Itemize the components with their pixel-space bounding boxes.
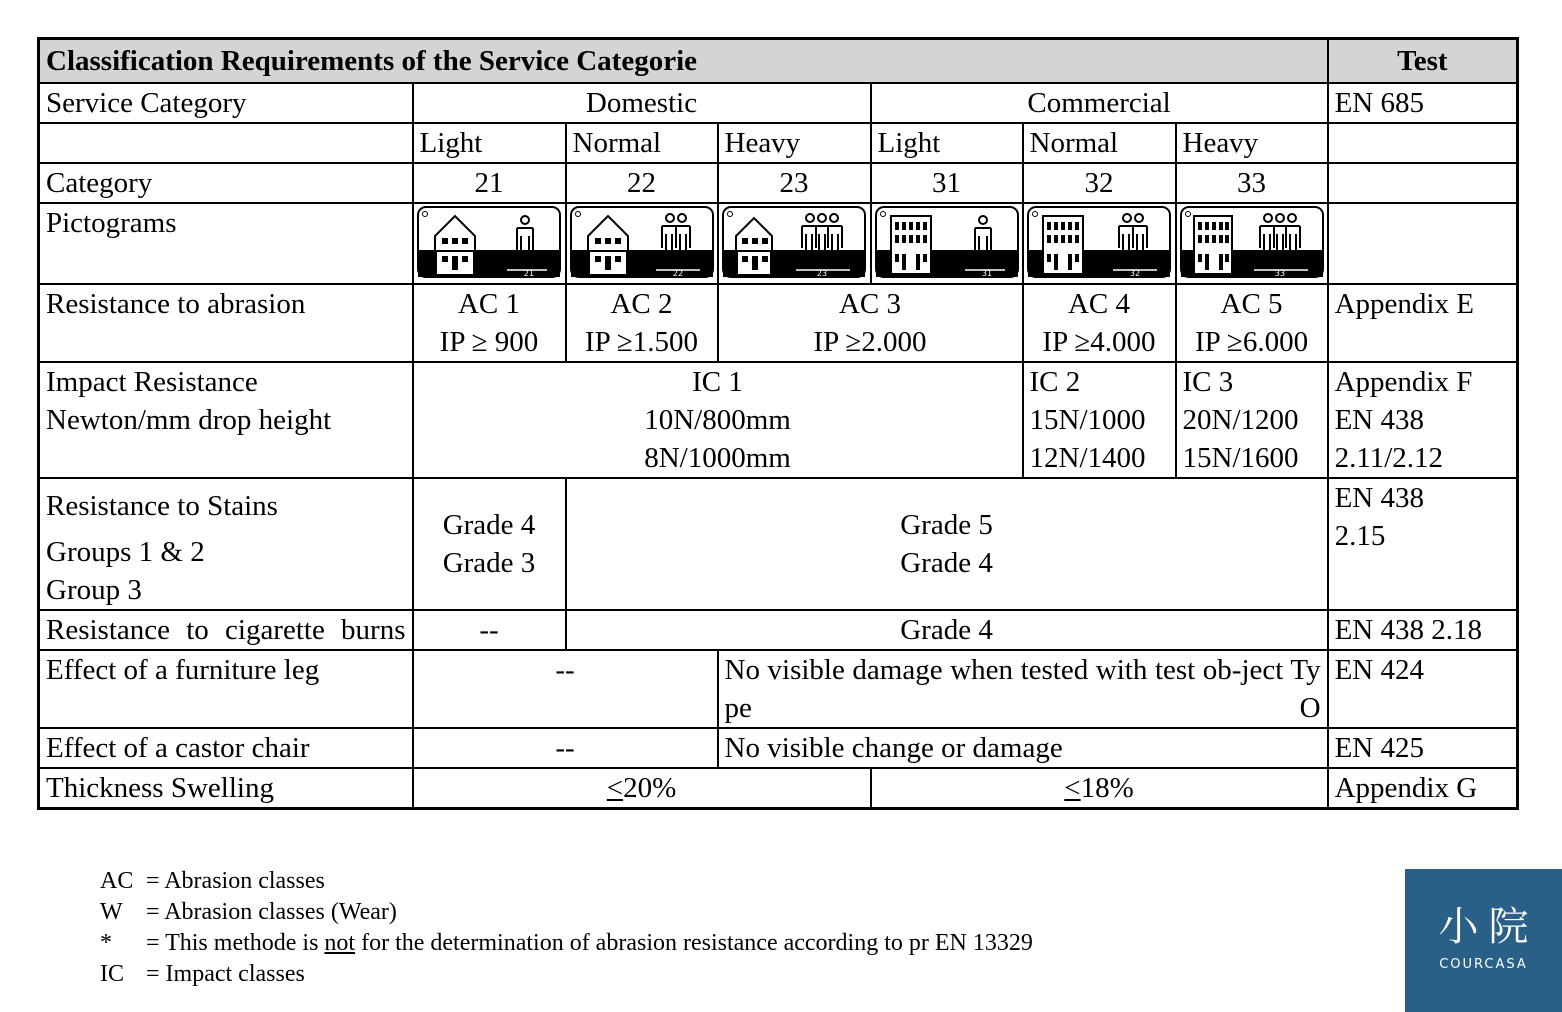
- pictogram-32-number: 32: [1129, 269, 1141, 278]
- category-32: 32: [1023, 163, 1176, 203]
- pictogram-32-icon: [1027, 206, 1171, 278]
- stains-test: [1328, 478, 1518, 610]
- classification-table: [37, 37, 1519, 810]
- impact-label: [39, 362, 413, 478]
- furniture-leg-low: --: [413, 650, 718, 728]
- stains-row: [39, 478, 1518, 610]
- impact-ic2-value-a: 15N/1000: [1029, 404, 1146, 436]
- impact-ic1-class: IC 1: [692, 366, 743, 398]
- swelling-domestic-value: 20%: [623, 772, 677, 804]
- stains-label-line1: Resistance to Stains: [46, 490, 278, 522]
- pictogram-31-cell: [871, 203, 1023, 284]
- category-23: 23: [718, 163, 871, 203]
- impact-ic1-value-a: 10N/800mm: [644, 404, 791, 436]
- pictogram-32-cell: [1023, 203, 1176, 284]
- castor-chair-row: [39, 728, 1518, 768]
- category-21: 21: [413, 163, 566, 203]
- swelling-commercial-symbol: <: [1064, 772, 1081, 804]
- category-test-empty: [1328, 163, 1518, 203]
- swelling-commercial-value: 18%: [1080, 772, 1134, 804]
- impact-ic1-value-b: 8N/1000mm: [644, 442, 791, 474]
- pictogram-22-number: 22: [672, 269, 683, 278]
- cigarette-rest: Grade 4: [566, 610, 1328, 650]
- abrasion-ac5-class: AC 5: [1220, 288, 1283, 320]
- category-22: 22: [566, 163, 718, 203]
- level-domestic-normal: Normal: [566, 123, 718, 163]
- pictogram-31-number: 31: [981, 269, 992, 278]
- pictogram-23-icon: [722, 206, 866, 278]
- stains-domestic-grade-b: Grade 3: [442, 547, 536, 579]
- table-header-row: [39, 39, 1518, 84]
- pictogram-22-icon: [570, 206, 714, 278]
- service-category-test: EN 685: [1328, 83, 1518, 123]
- impact-label-line2: Newton/mm drop height: [46, 404, 332, 436]
- footnote-ic: [100, 959, 1033, 990]
- abrasion-ac1-class: AC 1: [457, 288, 521, 320]
- pictogram-21-number: 21: [523, 269, 535, 278]
- cigarette-test: EN 438 2.18: [1328, 610, 1518, 650]
- swelling-commercial: [871, 768, 1328, 809]
- impact-test-line2: EN 438: [1334, 404, 1424, 436]
- footnote-asterisk: [100, 928, 1033, 959]
- service-category-row: [39, 83, 1518, 123]
- furniture-leg-rest: No visible damage when tested with test ob-ject Type O: [718, 650, 1328, 728]
- stains-label-line3: Group 3: [46, 574, 142, 606]
- pictogram-22-cell: [566, 203, 718, 284]
- abrasion-ac3: [718, 284, 1023, 362]
- impact-ic3: [1176, 362, 1328, 478]
- footnote-w: [100, 897, 1033, 928]
- impact-ic2: [1023, 362, 1176, 478]
- level-test-empty: [1328, 123, 1518, 163]
- courcasa-logo: [1405, 869, 1562, 1012]
- footnote-key: IC: [100, 961, 124, 987]
- stains-domestic-light: [413, 478, 566, 610]
- commercial-header: Commercial: [871, 83, 1328, 123]
- classification-sheet: [37, 37, 1519, 810]
- footnote-text-a: = This methode is: [146, 930, 325, 956]
- level-commercial-light: Light: [871, 123, 1023, 163]
- pictogram-33-icon: [1180, 206, 1324, 278]
- impact-test-line1: Appendix F: [1334, 366, 1473, 398]
- stains-label-line2: Groups 1 & 2: [46, 536, 205, 568]
- abrasion-ac1-ip: IP ≥ 900: [439, 326, 539, 358]
- pictogram-31-icon: [875, 206, 1019, 278]
- stains-rest-grade-a: Grade 5: [900, 509, 993, 541]
- category-31: 31: [871, 163, 1023, 203]
- level-row: [39, 123, 1518, 163]
- footnote-text-b: for the determination of abrasion resistance according to pr EN 13329: [355, 930, 1033, 956]
- abrasion-ac2-class: AC 2: [610, 288, 673, 320]
- impact-test: [1328, 362, 1518, 478]
- pictogram-23-cell: [718, 203, 871, 284]
- stains-test-line1: EN 438: [1334, 482, 1424, 514]
- castor-chair-label: Effect of a castor chair: [39, 728, 413, 768]
- castor-chair-test: EN 425: [1328, 728, 1518, 768]
- footnote-key: W: [100, 899, 123, 925]
- abrasion-ac5-ip: IP ≥6.000: [1194, 326, 1309, 358]
- abrasion-ac4-ip: IP ≥4.000: [1042, 326, 1156, 358]
- abrasion-ac2-ip: IP ≥1.500: [584, 326, 699, 358]
- table-title: Classification Requirements of the Service Categorie: [39, 39, 1328, 84]
- impact-ic3-value-b: 15N/1600: [1182, 442, 1299, 474]
- swelling-domestic-symbol: <: [606, 772, 624, 804]
- footnote-text-underlined: not: [324, 930, 356, 956]
- pictograms-test-empty: [1328, 203, 1518, 284]
- category-label: Category: [39, 163, 413, 203]
- level-domestic-heavy: Heavy: [718, 123, 871, 163]
- level-commercial-normal: Normal: [1023, 123, 1176, 163]
- footnote-text: = Abrasion classes (Wear): [146, 899, 397, 925]
- pictogram-21-icon: [417, 206, 561, 278]
- impact-ic2-class: IC 2: [1029, 366, 1081, 398]
- abrasion-ac1: [413, 284, 566, 362]
- stains-rest-grade-b: Grade 4: [900, 547, 993, 579]
- abrasion-ac5: [1176, 284, 1328, 362]
- impact-label-line1: Impact Resistance: [46, 366, 258, 398]
- castor-chair-rest: No visible change or damage: [718, 728, 1328, 768]
- cigarette-row: [39, 610, 1518, 650]
- footnote-key: *: [100, 930, 112, 956]
- service-category-label: Service Category: [39, 83, 413, 123]
- pictogram-33-cell: [1176, 203, 1328, 284]
- impact-row: [39, 362, 1518, 478]
- stains-test-line2: 2.15: [1334, 520, 1386, 552]
- abrasion-ac3-ip: IP ≥2.000: [813, 326, 927, 358]
- footnotes: [100, 866, 1033, 990]
- pictogram-33-number: 33: [1274, 269, 1285, 278]
- impact-ic2-value-b: 12N/1400: [1029, 442, 1146, 474]
- pictogram-21-cell: [413, 203, 566, 284]
- cigarette-light: --: [413, 610, 566, 650]
- abrasion-label: Resistance to abrasion: [39, 284, 413, 362]
- cigarette-label: Resistance to cigarette burns: [39, 610, 413, 650]
- stains-domestic-grade-a: Grade 4: [442, 509, 536, 541]
- impact-ic3-value-a: 20N/1200: [1182, 404, 1299, 436]
- castor-chair-low: --: [413, 728, 718, 768]
- abrasion-ac4-class: AC 4: [1067, 288, 1131, 320]
- level-commercial-heavy: Heavy: [1176, 123, 1328, 163]
- abrasion-test: Appendix E: [1328, 284, 1518, 362]
- category-row: [39, 163, 1518, 203]
- impact-ic3-class: IC 3: [1182, 366, 1234, 398]
- level-label-empty: [39, 123, 413, 163]
- footnote-ac: [100, 866, 1033, 897]
- footnote-text: = Abrasion classes: [146, 868, 325, 894]
- swelling-domestic: [413, 768, 871, 809]
- swelling-test: Appendix G: [1328, 768, 1518, 809]
- swelling-row: [39, 768, 1518, 809]
- impact-ic1: [413, 362, 1023, 478]
- category-33: 33: [1176, 163, 1328, 203]
- impact-test-line3: 2.11/2.12: [1334, 442, 1444, 474]
- abrasion-ac3-class: AC 3: [838, 288, 902, 320]
- level-domestic-light: Light: [413, 123, 566, 163]
- footnote-key: AC: [100, 868, 134, 894]
- domestic-header: Domestic: [413, 83, 871, 123]
- furniture-leg-test: EN 424: [1328, 650, 1518, 728]
- pictograms-row: [39, 203, 1518, 284]
- furniture-leg-row: [39, 650, 1518, 728]
- test-column-header: Test: [1328, 39, 1518, 84]
- logo-english-text: COURCASA: [1439, 957, 1528, 972]
- stains-rest: [566, 478, 1328, 610]
- pictograms-label: Pictograms: [39, 203, 413, 284]
- abrasion-ac2: [566, 284, 718, 362]
- furniture-leg-label: Effect of a furniture leg: [39, 650, 413, 728]
- footnote-text: = Impact classes: [146, 961, 305, 987]
- logo-chinese-text: 小院: [1438, 904, 1539, 950]
- footnote-text: [146, 928, 1033, 959]
- swelling-label: Thickness Swelling: [39, 768, 413, 809]
- abrasion-ac4: [1023, 284, 1176, 362]
- abrasion-row: [39, 284, 1518, 362]
- pictogram-23-number: 23: [816, 269, 828, 278]
- stains-label: [39, 478, 413, 610]
